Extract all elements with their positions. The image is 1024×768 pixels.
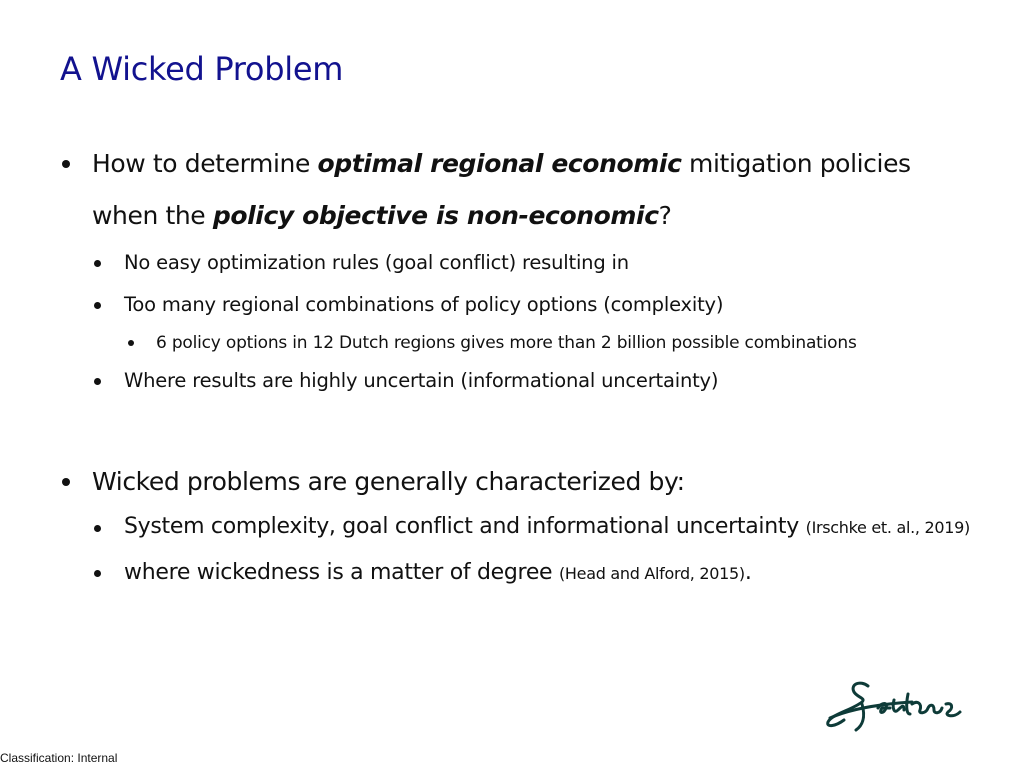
slide-content bbox=[60, 138, 980, 594]
sub-bullet-text: where wickedness is a matter of degree bbox=[124, 560, 559, 585]
bullet-text: Wicked problems are generally characterized by: bbox=[92, 467, 685, 496]
citation-irschke: (Irschke et. al., 2019) bbox=[805, 518, 970, 537]
sub-bullet-combinations bbox=[60, 284, 980, 326]
classification-footer: Classification: Internal bbox=[0, 751, 118, 765]
sub-sub-bullet-policy-options bbox=[60, 326, 980, 360]
bullet-text-part: mitigation policies when the bbox=[92, 149, 911, 230]
sub-bullet-text: No easy optimization rules (goal conflict) resulting in bbox=[124, 251, 629, 274]
slide-title: A Wicked Problem bbox=[60, 50, 344, 88]
sub-sub-bullet-text: 6 policy options in 12 Dutch regions gives more than 2 billion possible combinations bbox=[156, 333, 857, 353]
citation-head-alford: (Head and Alford, 2015) bbox=[558, 564, 745, 583]
emphasis-optimal-regional: optimal regional economic bbox=[317, 149, 682, 178]
bullet-text-part: How to determine bbox=[92, 149, 318, 178]
sub-bullet-text: Too many regional combinations of policy options (complexity) bbox=[124, 293, 724, 316]
bullet-wicked-characteristics bbox=[60, 456, 980, 508]
sub-bullet-text: Where results are highly uncertain (informational uncertainty) bbox=[124, 369, 719, 392]
sub-bullet-uncertainty bbox=[60, 360, 980, 402]
sub-bullet-text: System complexity, goal conflict and informational uncertainty bbox=[124, 514, 806, 539]
sub-bullet-end: . bbox=[744, 560, 752, 585]
sub-bullet-degree bbox=[60, 553, 980, 594]
erasmus-logo bbox=[822, 674, 972, 738]
emphasis-policy-objective: policy objective is non-economic bbox=[212, 201, 659, 230]
sub-bullet-optimization bbox=[60, 242, 980, 284]
sub-bullet-system-complexity bbox=[60, 508, 980, 547]
bullet-text-part: ? bbox=[658, 201, 672, 230]
bullet-wicked-question bbox=[60, 138, 980, 242]
